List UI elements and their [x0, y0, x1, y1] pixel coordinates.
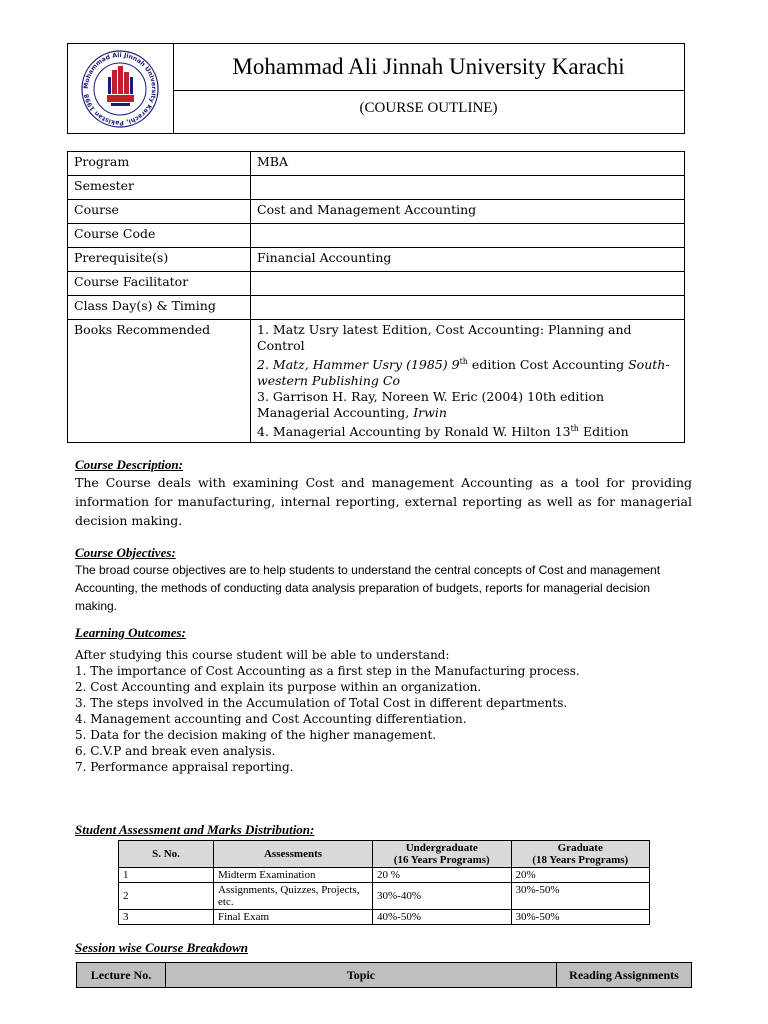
info-label: Program: [68, 152, 251, 176]
list-item: 1. The importance of Cost Accounting as a first step in the Manufacturing process.: [75, 664, 580, 678]
cell-undergraduate: 30%-40%: [373, 883, 512, 910]
title-divider: [173, 90, 684, 91]
section-heading: Course Objectives:: [75, 545, 176, 560]
info-label: Prerequisite(s): [68, 248, 251, 272]
info-value: [251, 176, 685, 200]
list-item: 2. Cost Accounting and explain its purpose within an organization.: [75, 680, 482, 694]
cell-undergraduate: 40%-50%: [373, 910, 512, 925]
course-info-table: [67, 151, 685, 443]
cell-sno: 2: [119, 883, 214, 910]
books-list: [251, 320, 685, 443]
book-item: 2. Matz, Hammer Usry (1985) 9th edition Cost Accounting South-western Publishing Co: [257, 357, 670, 389]
cell-sno: 1: [119, 868, 214, 883]
course-objectives-section: [75, 545, 692, 615]
session-heading: Session wise Course Breakdown: [75, 940, 249, 955]
table-row: [68, 248, 685, 272]
column-header-graduate: Graduate (18 Years Programs): [511, 841, 650, 868]
header-box: [67, 43, 685, 134]
info-value: Cost and Management Accounting: [251, 200, 685, 224]
info-label: Course Code: [68, 224, 251, 248]
column-header-undergraduate: Undergraduate (16 Years Programs): [373, 841, 512, 868]
cell-assessment: Midterm Examination: [214, 868, 373, 883]
list-item: 7. Performance appraisal reporting.: [75, 760, 294, 774]
table-header-row: [77, 963, 692, 988]
table-row: [68, 224, 685, 248]
book-item: 3. Garrison H. Ray, Noreen W. Eric (2004) 10th edition Managerial Accounting, Irwin: [257, 389, 605, 421]
logo-cell: [68, 44, 174, 133]
info-value: [251, 296, 685, 320]
list-item: 3. The steps involved in the Accumulation of Total Cost in different departments.: [75, 696, 568, 710]
table-row: [119, 910, 650, 925]
table-row: [68, 296, 685, 320]
list-item: 6. C.V.P and break even analysis.: [75, 744, 276, 758]
table-row: [68, 152, 685, 176]
column-header-lecture: Lecture No.: [77, 963, 166, 988]
info-label: Books Recommended: [68, 320, 251, 443]
table-row: [68, 176, 685, 200]
svg-text:Mohammad Ali Jinnah University: Mohammad Ali Jinnah University Karachi, Pakistan 1998: [82, 51, 158, 127]
table-row: [68, 272, 685, 296]
info-value: Financial Accounting: [251, 248, 685, 272]
outcomes-intro: After studying this course student will be able to understand:: [75, 648, 450, 662]
assessment-table: [118, 840, 650, 925]
table-row: [119, 868, 650, 883]
cell-undergraduate: 20 %: [373, 868, 512, 883]
column-header-assessments: Assessments: [214, 841, 373, 868]
course-description-section: [75, 457, 692, 530]
cell-graduate: 30%-50%: [511, 883, 650, 910]
column-header-reading: Reading Assignments: [557, 963, 692, 988]
table-row: [119, 883, 650, 910]
table-row: [68, 200, 685, 224]
assessment-heading: Student Assessment and Marks Distribution:: [75, 822, 315, 837]
info-label: Class Day(s) & Timing: [68, 296, 251, 320]
info-value: [251, 224, 685, 248]
info-value: MBA: [251, 152, 685, 176]
list-item: 4. Management accounting and Cost Accounting differentiation.: [75, 712, 467, 726]
column-header-sno: S. No.: [119, 841, 214, 868]
column-header-topic: Topic: [166, 963, 557, 988]
course-description-text: The Course deals with examining Cost and management Accounting as a tool for providing information for manufacturing, internal reporting, external reporting as well as for managerial decision making.: [75, 475, 692, 528]
list-item: 5. Data for the decision making of the higher management.: [75, 728, 437, 742]
info-value: [251, 272, 685, 296]
info-label: Semester: [68, 176, 251, 200]
section-heading: Learning Outcomes:: [75, 625, 186, 640]
cell-sno: 3: [119, 910, 214, 925]
info-label: Course: [68, 200, 251, 224]
learning-outcomes-section: [75, 625, 692, 775]
university-logo: [68, 44, 173, 133]
table-header-row: [119, 841, 650, 868]
book-item: 4. Managerial Accounting by Ronald W. Hilton 13th Edition: [257, 424, 629, 440]
title-cell: [173, 44, 684, 133]
cell-graduate: 30%-50%: [511, 910, 650, 925]
document-type: (COURSE OUTLINE): [359, 100, 498, 116]
cell-graduate: 20%: [511, 868, 650, 883]
book-item: 1. Matz Usry latest Edition, Cost Accounting: Planning and Control: [257, 322, 632, 353]
cell-assessment: Assignments, Quizzes, Projects, etc.: [214, 883, 373, 910]
university-name: Mohammad Ali Jinnah University Karachi: [232, 54, 625, 79]
table-row: [68, 320, 685, 443]
info-label: Course Facilitator: [68, 272, 251, 296]
session-breakdown-table: [76, 962, 692, 988]
section-heading: Course Description:: [75, 457, 183, 472]
course-objectives-text: The broad course objectives are to help students to understand the central concepts of Cost and management Accounting, the methods of conducting data analysis preparation of budgets, reports for managerial decision making.: [75, 563, 661, 613]
cell-assessment: Final Exam: [214, 910, 373, 925]
